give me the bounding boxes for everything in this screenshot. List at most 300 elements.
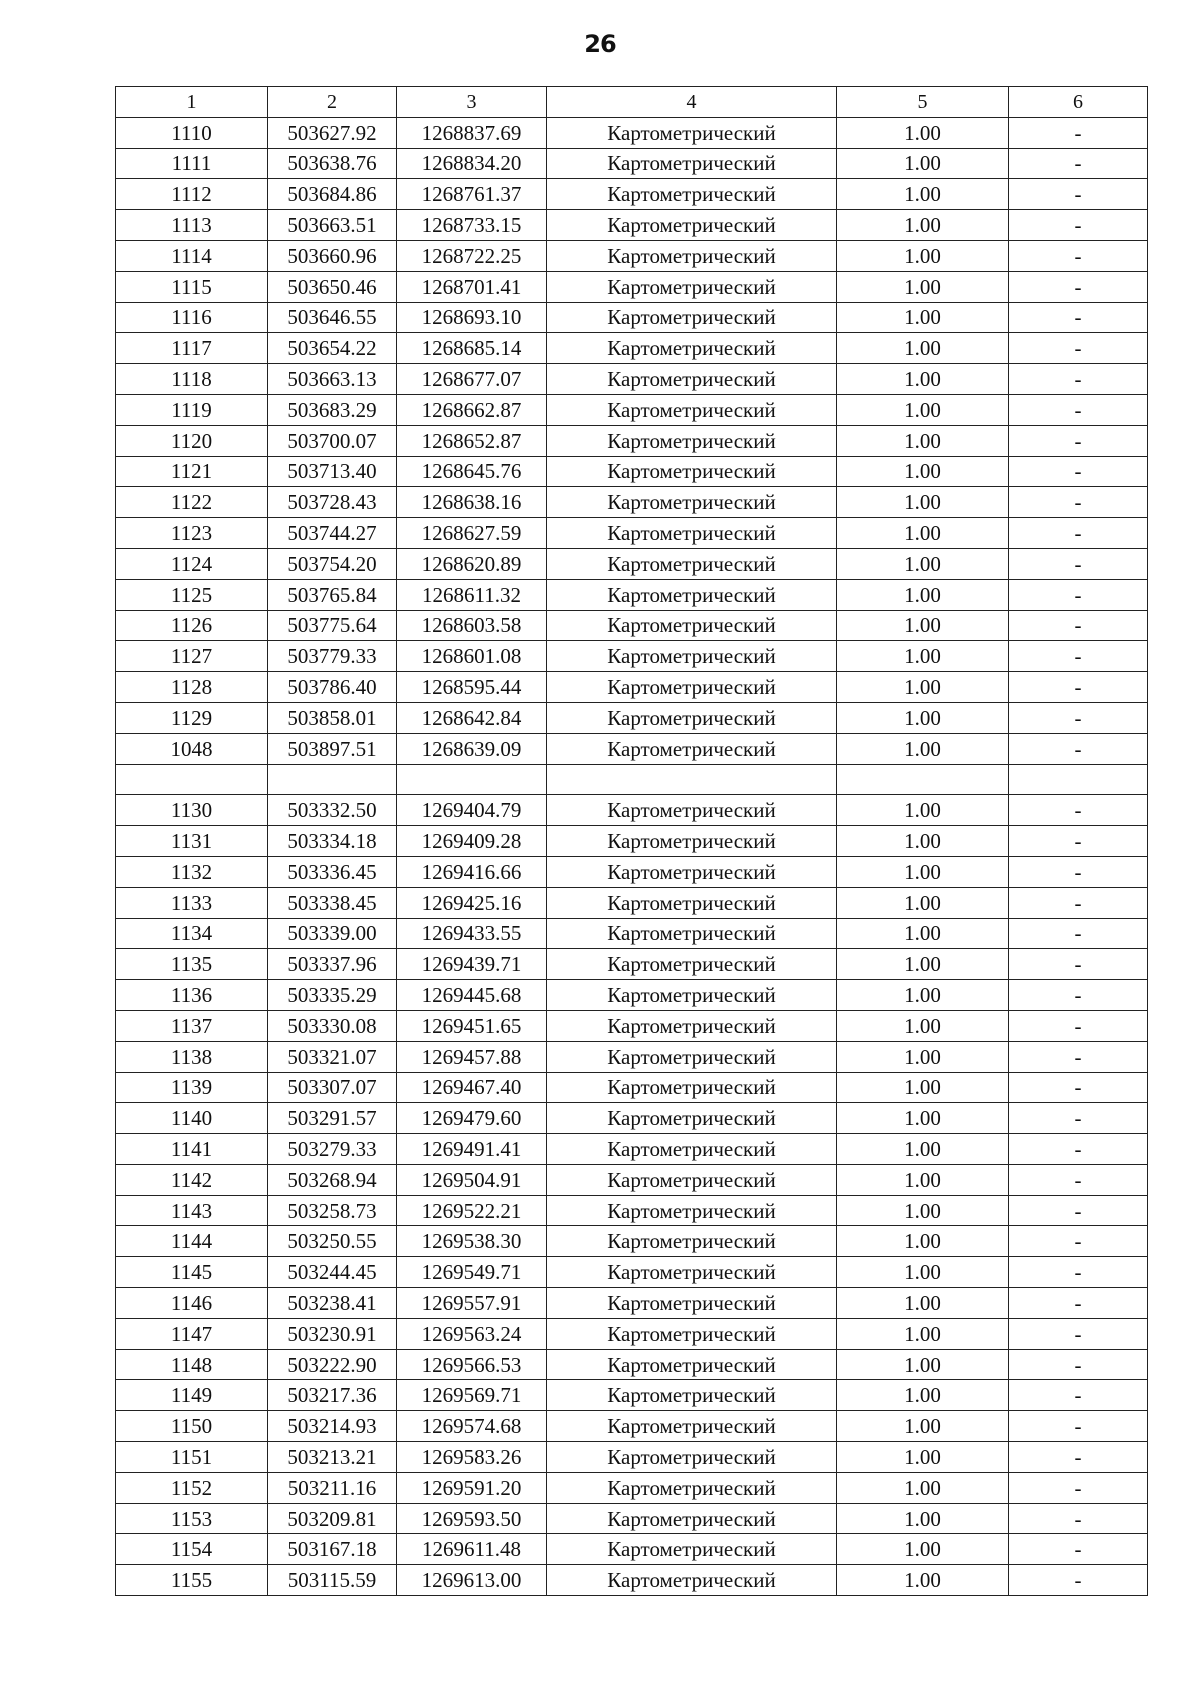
- point-number-cell: 1135: [116, 949, 268, 980]
- note-cell: -: [1009, 826, 1148, 857]
- y-coordinate-cell: 1268620.89: [397, 548, 547, 579]
- x-coordinate-cell: 503250.55: [268, 1226, 397, 1257]
- table-row: [116, 856, 1148, 887]
- accuracy-cell: 1.00: [837, 610, 1009, 641]
- y-coordinate-cell: 1268652.87: [397, 425, 547, 456]
- note-cell: -: [1009, 148, 1148, 179]
- accuracy-cell: 1.00: [837, 1257, 1009, 1288]
- method-cell: Картометрический: [547, 1226, 837, 1257]
- table-row: [116, 795, 1148, 826]
- accuracy-cell: 1.00: [837, 579, 1009, 610]
- note-cell: -: [1009, 1072, 1148, 1103]
- method-cell: Картометрический: [547, 240, 837, 271]
- column-header: 5: [837, 87, 1009, 118]
- method-cell: Картометрический: [547, 1411, 837, 1442]
- x-coordinate-cell: 503214.93: [268, 1411, 397, 1442]
- point-number-cell: 1146: [116, 1288, 268, 1319]
- y-coordinate-cell: 1269593.50: [397, 1503, 547, 1534]
- x-coordinate-cell: 503660.96: [268, 240, 397, 271]
- method-cell: Картометрический: [547, 856, 837, 887]
- accuracy-cell: 1.00: [837, 240, 1009, 271]
- point-number-cell: 1114: [116, 240, 268, 271]
- accuracy-cell: 1.00: [837, 918, 1009, 949]
- point-number-cell: 1123: [116, 518, 268, 549]
- point-number-cell: 1111: [116, 148, 268, 179]
- x-coordinate-cell: 503663.13: [268, 364, 397, 395]
- method-cell: Картометрический: [547, 456, 837, 487]
- table-row: [116, 1257, 1148, 1288]
- note-cell: -: [1009, 487, 1148, 518]
- x-coordinate-cell: 503336.45: [268, 856, 397, 887]
- method-cell: Картометрический: [547, 425, 837, 456]
- x-coordinate-cell: 503279.33: [268, 1134, 397, 1165]
- note-cell: -: [1009, 1411, 1148, 1442]
- point-number-cell: 1140: [116, 1103, 268, 1134]
- x-coordinate-cell: 503646.55: [268, 302, 397, 333]
- method-cell: Картометрический: [547, 333, 837, 364]
- note-cell: -: [1009, 1134, 1148, 1165]
- y-coordinate-cell: 1268701.41: [397, 271, 547, 302]
- x-coordinate-cell: [268, 764, 397, 795]
- table-row: [116, 980, 1148, 1011]
- table-row: [116, 1072, 1148, 1103]
- table-row: [116, 456, 1148, 487]
- note-cell: -: [1009, 518, 1148, 549]
- x-coordinate-cell: 503258.73: [268, 1195, 397, 1226]
- note-cell: -: [1009, 117, 1148, 148]
- table-row: [116, 179, 1148, 210]
- x-coordinate-cell: 503222.90: [268, 1349, 397, 1380]
- x-coordinate-cell: 503217.36: [268, 1380, 397, 1411]
- accuracy-cell: 1.00: [837, 1411, 1009, 1442]
- method-cell: Картометрический: [547, 1565, 837, 1596]
- y-coordinate-cell: 1269574.68: [397, 1411, 547, 1442]
- accuracy-cell: 1.00: [837, 1349, 1009, 1380]
- point-number-cell: 1121: [116, 456, 268, 487]
- accuracy-cell: 1.00: [837, 980, 1009, 1011]
- table-row: [116, 1288, 1148, 1319]
- method-cell: Картометрический: [547, 210, 837, 241]
- accuracy-cell: 1.00: [837, 949, 1009, 980]
- point-number-cell: 1113: [116, 210, 268, 241]
- table-row: [116, 1226, 1148, 1257]
- table-row: [116, 1103, 1148, 1134]
- point-number-cell: 1147: [116, 1318, 268, 1349]
- point-number-cell: 1120: [116, 425, 268, 456]
- point-number-cell: 1048: [116, 733, 268, 764]
- note-cell: -: [1009, 949, 1148, 980]
- method-cell: Картометрический: [547, 641, 837, 672]
- y-coordinate-cell: 1268662.87: [397, 394, 547, 425]
- accuracy-cell: 1.00: [837, 672, 1009, 703]
- method-cell: Картометрический: [547, 1164, 837, 1195]
- point-number-cell: 1145: [116, 1257, 268, 1288]
- note-cell: -: [1009, 641, 1148, 672]
- method-cell: Картометрический: [547, 887, 837, 918]
- method-cell: Картометрический: [547, 1072, 837, 1103]
- accuracy-cell: 1.00: [837, 795, 1009, 826]
- x-coordinate-cell: 503713.40: [268, 456, 397, 487]
- accuracy-cell: 1.00: [837, 1534, 1009, 1565]
- x-coordinate-cell: 503650.46: [268, 271, 397, 302]
- point-number-cell: 1154: [116, 1534, 268, 1565]
- y-coordinate-cell: 1269433.55: [397, 918, 547, 949]
- note-cell: -: [1009, 579, 1148, 610]
- point-number-cell: 1150: [116, 1411, 268, 1442]
- y-coordinate-cell: 1269504.91: [397, 1164, 547, 1195]
- note-cell: -: [1009, 1103, 1148, 1134]
- method-cell: [547, 764, 837, 795]
- table-row: [116, 1349, 1148, 1380]
- method-cell: Картометрический: [547, 610, 837, 641]
- method-cell: Картометрический: [547, 1442, 837, 1473]
- method-cell: Картометрический: [547, 1010, 837, 1041]
- y-coordinate-cell: 1269613.00: [397, 1565, 547, 1596]
- point-number-cell: 1143: [116, 1195, 268, 1226]
- method-cell: Картометрический: [547, 1318, 837, 1349]
- x-coordinate-cell: 503291.57: [268, 1103, 397, 1134]
- accuracy-cell: 1.00: [837, 333, 1009, 364]
- accuracy-cell: 1.00: [837, 1226, 1009, 1257]
- x-coordinate-cell: 503115.59: [268, 1565, 397, 1596]
- point-number-cell: 1155: [116, 1565, 268, 1596]
- note-cell: -: [1009, 1041, 1148, 1072]
- table-row: [116, 918, 1148, 949]
- point-number-cell: 1125: [116, 579, 268, 610]
- y-coordinate-cell: 1269467.40: [397, 1072, 547, 1103]
- accuracy-cell: 1.00: [837, 1010, 1009, 1041]
- x-coordinate-cell: 503230.91: [268, 1318, 397, 1349]
- x-coordinate-cell: 503332.50: [268, 795, 397, 826]
- method-cell: Картометрический: [547, 364, 837, 395]
- table-row: [116, 548, 1148, 579]
- y-coordinate-cell: 1269451.65: [397, 1010, 547, 1041]
- y-coordinate-cell: 1269404.79: [397, 795, 547, 826]
- x-coordinate-cell: 503321.07: [268, 1041, 397, 1072]
- x-coordinate-cell: 503213.21: [268, 1442, 397, 1473]
- method-cell: Картометрический: [547, 733, 837, 764]
- method-cell: Картометрический: [547, 1380, 837, 1411]
- x-coordinate-cell: 503700.07: [268, 425, 397, 456]
- table-row: [116, 210, 1148, 241]
- y-coordinate-cell: 1269491.41: [397, 1134, 547, 1165]
- x-coordinate-cell: 503775.64: [268, 610, 397, 641]
- point-number-cell: 1119: [116, 394, 268, 425]
- y-coordinate-cell: 1269591.20: [397, 1472, 547, 1503]
- accuracy-cell: 1.00: [837, 1565, 1009, 1596]
- y-coordinate-cell: 1268761.37: [397, 179, 547, 210]
- point-number-cell: 1139: [116, 1072, 268, 1103]
- accuracy-cell: 1.00: [837, 117, 1009, 148]
- y-coordinate-cell: 1268638.16: [397, 487, 547, 518]
- y-coordinate-cell: 1269425.16: [397, 887, 547, 918]
- point-number-cell: 1115: [116, 271, 268, 302]
- x-coordinate-cell: 503244.45: [268, 1257, 397, 1288]
- point-number-cell: 1116: [116, 302, 268, 333]
- method-cell: Картометрический: [547, 826, 837, 857]
- note-cell: -: [1009, 1565, 1148, 1596]
- y-coordinate-cell: 1269563.24: [397, 1318, 547, 1349]
- x-coordinate-cell: 503654.22: [268, 333, 397, 364]
- accuracy-cell: 1.00: [837, 1503, 1009, 1534]
- accuracy-cell: 1.00: [837, 148, 1009, 179]
- point-number-cell: 1126: [116, 610, 268, 641]
- accuracy-cell: 1.00: [837, 1164, 1009, 1195]
- table-row: [116, 487, 1148, 518]
- table-row: [116, 1134, 1148, 1165]
- method-cell: Картометрический: [547, 1195, 837, 1226]
- note-cell: -: [1009, 610, 1148, 641]
- column-header: 4: [547, 87, 837, 118]
- y-coordinate-cell: 1269409.28: [397, 826, 547, 857]
- x-coordinate-cell: 503330.08: [268, 1010, 397, 1041]
- table-row: [116, 1318, 1148, 1349]
- method-cell: Картометрический: [547, 579, 837, 610]
- method-cell: Картометрический: [547, 1472, 837, 1503]
- x-coordinate-cell: 503779.33: [268, 641, 397, 672]
- x-coordinate-cell: 503627.92: [268, 117, 397, 148]
- y-coordinate-cell: 1269479.60: [397, 1103, 547, 1134]
- accuracy-cell: 1.00: [837, 1195, 1009, 1226]
- x-coordinate-cell: 503765.84: [268, 579, 397, 610]
- accuracy-cell: [837, 764, 1009, 795]
- x-coordinate-cell: 503334.18: [268, 826, 397, 857]
- y-coordinate-cell: 1268611.32: [397, 579, 547, 610]
- y-coordinate-cell: 1268693.10: [397, 302, 547, 333]
- note-cell: -: [1009, 1257, 1148, 1288]
- y-coordinate-cell: 1269611.48: [397, 1534, 547, 1565]
- y-coordinate-cell: 1268722.25: [397, 240, 547, 271]
- note-cell: -: [1009, 856, 1148, 887]
- accuracy-cell: 1.00: [837, 733, 1009, 764]
- table-row: [116, 333, 1148, 364]
- note-cell: -: [1009, 240, 1148, 271]
- note-cell: -: [1009, 1288, 1148, 1319]
- method-cell: Картометрический: [547, 148, 837, 179]
- table-row: [116, 1041, 1148, 1072]
- method-cell: Картометрический: [547, 1534, 837, 1565]
- accuracy-cell: 1.00: [837, 856, 1009, 887]
- column-header: 3: [397, 87, 547, 118]
- y-coordinate-cell: 1269566.53: [397, 1349, 547, 1380]
- x-coordinate-cell: 503211.16: [268, 1472, 397, 1503]
- point-number-cell: 1153: [116, 1503, 268, 1534]
- table-row: [116, 148, 1148, 179]
- y-coordinate-cell: 1269557.91: [397, 1288, 547, 1319]
- accuracy-cell: 1.00: [837, 1318, 1009, 1349]
- point-number-cell: 1117: [116, 333, 268, 364]
- accuracy-cell: 1.00: [837, 518, 1009, 549]
- accuracy-cell: 1.00: [837, 1103, 1009, 1134]
- accuracy-cell: 1.00: [837, 641, 1009, 672]
- column-header: 2: [268, 87, 397, 118]
- point-number-cell: 1130: [116, 795, 268, 826]
- note-cell: -: [1009, 980, 1148, 1011]
- x-coordinate-cell: 503683.29: [268, 394, 397, 425]
- method-cell: Картометрический: [547, 1041, 837, 1072]
- note-cell: -: [1009, 333, 1148, 364]
- method-cell: Картометрический: [547, 518, 837, 549]
- point-number-cell: 1118: [116, 364, 268, 395]
- note-cell: -: [1009, 733, 1148, 764]
- note-cell: -: [1009, 1503, 1148, 1534]
- point-number-cell: 1142: [116, 1164, 268, 1195]
- accuracy-cell: 1.00: [837, 179, 1009, 210]
- method-cell: Картометрический: [547, 1134, 837, 1165]
- accuracy-cell: 1.00: [837, 1041, 1009, 1072]
- point-number-cell: [116, 764, 268, 795]
- table-row: [116, 1010, 1148, 1041]
- y-coordinate-cell: 1269583.26: [397, 1442, 547, 1473]
- y-coordinate-cell: 1269549.71: [397, 1257, 547, 1288]
- method-cell: Картометрический: [547, 795, 837, 826]
- table-row: [116, 394, 1148, 425]
- column-header: 6: [1009, 87, 1148, 118]
- column-header: 1: [116, 87, 268, 118]
- note-cell: -: [1009, 364, 1148, 395]
- note-cell: -: [1009, 394, 1148, 425]
- note-cell: -: [1009, 918, 1148, 949]
- x-coordinate-cell: 503728.43: [268, 487, 397, 518]
- table-row: [116, 302, 1148, 333]
- table-row: [116, 240, 1148, 271]
- note-cell: [1009, 764, 1148, 795]
- coordinates-table: [115, 86, 1148, 1596]
- y-coordinate-cell: 1268677.07: [397, 364, 547, 395]
- point-number-cell: 1134: [116, 918, 268, 949]
- x-coordinate-cell: 503268.94: [268, 1164, 397, 1195]
- page-number: 26: [584, 30, 616, 58]
- y-coordinate-cell: 1268601.08: [397, 641, 547, 672]
- y-coordinate-cell: 1268834.20: [397, 148, 547, 179]
- table-row: [116, 1442, 1148, 1473]
- accuracy-cell: 1.00: [837, 425, 1009, 456]
- y-coordinate-cell: 1268639.09: [397, 733, 547, 764]
- table-row: [116, 733, 1148, 764]
- y-coordinate-cell: 1268685.14: [397, 333, 547, 364]
- table-row: [116, 1411, 1148, 1442]
- y-coordinate-cell: 1268645.76: [397, 456, 547, 487]
- x-coordinate-cell: 503339.00: [268, 918, 397, 949]
- x-coordinate-cell: 503335.29: [268, 980, 397, 1011]
- table-row: [116, 518, 1148, 549]
- note-cell: -: [1009, 179, 1148, 210]
- table-row: [116, 641, 1148, 672]
- method-cell: Картометрический: [547, 980, 837, 1011]
- note-cell: -: [1009, 271, 1148, 302]
- method-cell: Картометрический: [547, 949, 837, 980]
- note-cell: -: [1009, 1534, 1148, 1565]
- point-number-cell: 1112: [116, 179, 268, 210]
- table-row: [116, 579, 1148, 610]
- note-cell: -: [1009, 795, 1148, 826]
- point-number-cell: 1148: [116, 1349, 268, 1380]
- method-cell: Картометрический: [547, 1288, 837, 1319]
- accuracy-cell: 1.00: [837, 702, 1009, 733]
- table-row: [116, 610, 1148, 641]
- method-cell: Картометрический: [547, 1503, 837, 1534]
- point-number-cell: 1133: [116, 887, 268, 918]
- note-cell: -: [1009, 210, 1148, 241]
- y-coordinate-cell: 1268627.59: [397, 518, 547, 549]
- x-coordinate-cell: 503337.96: [268, 949, 397, 980]
- method-cell: Картометрический: [547, 487, 837, 518]
- table-row: [116, 1503, 1148, 1534]
- point-number-cell: 1128: [116, 672, 268, 703]
- table-row: [116, 364, 1148, 395]
- accuracy-cell: 1.00: [837, 826, 1009, 857]
- x-coordinate-cell: 503897.51: [268, 733, 397, 764]
- y-coordinate-cell: 1269416.66: [397, 856, 547, 887]
- accuracy-cell: 1.00: [837, 271, 1009, 302]
- x-coordinate-cell: 503338.45: [268, 887, 397, 918]
- table-body: [116, 117, 1148, 1595]
- y-coordinate-cell: 1269457.88: [397, 1041, 547, 1072]
- accuracy-cell: 1.00: [837, 210, 1009, 241]
- y-coordinate-cell: 1268595.44: [397, 672, 547, 703]
- accuracy-cell: 1.00: [837, 1072, 1009, 1103]
- point-number-cell: 1132: [116, 856, 268, 887]
- note-cell: -: [1009, 1010, 1148, 1041]
- note-cell: -: [1009, 1380, 1148, 1411]
- x-coordinate-cell: 503754.20: [268, 548, 397, 579]
- table-row: [116, 117, 1148, 148]
- method-cell: Картометрический: [547, 918, 837, 949]
- x-coordinate-cell: 503238.41: [268, 1288, 397, 1319]
- note-cell: -: [1009, 1164, 1148, 1195]
- method-cell: Картометрический: [547, 302, 837, 333]
- accuracy-cell: 1.00: [837, 548, 1009, 579]
- note-cell: -: [1009, 456, 1148, 487]
- y-coordinate-cell: 1269439.71: [397, 949, 547, 980]
- point-number-cell: 1149: [116, 1380, 268, 1411]
- table-row: [116, 1565, 1148, 1596]
- x-coordinate-cell: 503663.51: [268, 210, 397, 241]
- table-row: [116, 887, 1148, 918]
- method-cell: Картометрический: [547, 117, 837, 148]
- point-number-cell: 1131: [116, 826, 268, 857]
- table-header-row: [116, 87, 1148, 118]
- accuracy-cell: 1.00: [837, 302, 1009, 333]
- table-row: [116, 702, 1148, 733]
- note-cell: -: [1009, 548, 1148, 579]
- accuracy-cell: 1.00: [837, 1472, 1009, 1503]
- point-number-cell: 1152: [116, 1472, 268, 1503]
- method-cell: Картометрический: [547, 672, 837, 703]
- y-coordinate-cell: 1268603.58: [397, 610, 547, 641]
- point-number-cell: 1138: [116, 1041, 268, 1072]
- method-cell: Картометрический: [547, 179, 837, 210]
- table-row: [116, 1195, 1148, 1226]
- point-number-cell: 1124: [116, 548, 268, 579]
- x-coordinate-cell: 503167.18: [268, 1534, 397, 1565]
- note-cell: -: [1009, 302, 1148, 333]
- note-cell: -: [1009, 702, 1148, 733]
- x-coordinate-cell: 503209.81: [268, 1503, 397, 1534]
- table-row: [116, 271, 1148, 302]
- table-row: [116, 1164, 1148, 1195]
- y-coordinate-cell: [397, 764, 547, 795]
- method-cell: Картометрический: [547, 702, 837, 733]
- x-coordinate-cell: 503786.40: [268, 672, 397, 703]
- method-cell: Картометрический: [547, 1257, 837, 1288]
- note-cell: -: [1009, 1442, 1148, 1473]
- point-number-cell: 1122: [116, 487, 268, 518]
- point-number-cell: 1129: [116, 702, 268, 733]
- point-number-cell: 1141: [116, 1134, 268, 1165]
- note-cell: -: [1009, 672, 1148, 703]
- table-row: [116, 826, 1148, 857]
